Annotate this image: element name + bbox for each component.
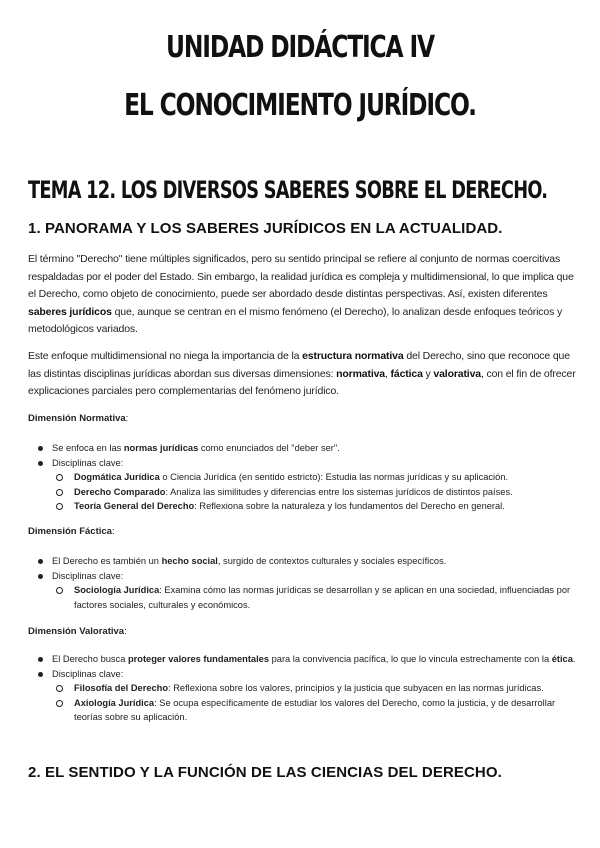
sublist-item-bold: Teoría General del Derecho <box>74 501 195 511</box>
paragraph-2-bold-d: normativa <box>336 367 385 380</box>
list-item <box>28 667 578 725</box>
topic-heading: TEMA 12. LOS DIVERSOS SABERES SOBRE EL DERECHO. <box>28 176 548 204</box>
list-item-text: , surgido de contextos culturales y sociales específicos. <box>217 556 447 566</box>
sublist-item-text: : Reflexiona sobre la naturaleza y los fundamentos del Derecho en general. <box>194 501 505 511</box>
paragraph-2-text-g: y <box>422 367 434 380</box>
dimension-normativa-label: Dimensión Normativa <box>28 413 126 424</box>
dimension-factica-colon: : <box>111 526 115 537</box>
unit-title: UNIDAD DIDÁCTICA IV <box>166 30 434 65</box>
sublist-item-text: : Analiza las similitudes y diferencias entre los sistemas jurídicos de distintos países. <box>165 486 513 497</box>
unit-subtitle: EL CONOCIMIENTO JURÍDICO. <box>124 88 476 123</box>
list-item <box>28 441 578 456</box>
dimension-normativa-colon: : <box>125 413 129 424</box>
sublist-item <box>52 681 578 696</box>
sublist-item <box>52 470 578 485</box>
sublist-item-text: o Ciencia Jurídica (en sentido estricto): Estudia las normas jurídicas y su aplicación. <box>159 472 509 482</box>
paragraph-1-text-c: que, aunque se centran en el mismo fenómeno (el Derecho), lo analizan desde enfoques teóricos y metodológicos variados. <box>28 305 563 335</box>
paragraph-2-bold-h: valorativa <box>433 367 481 380</box>
list-item-bold: proteger valores fundamentales <box>127 654 270 664</box>
dimension-factica-title <box>28 526 115 537</box>
section-heading-2: 2. EL SENTIDO Y LA FUNCIÓN DE LAS CIENCIAS DEL DERECHO. <box>28 764 502 781</box>
dimension-normativa-list <box>28 441 578 514</box>
sublist <box>52 681 578 725</box>
dimension-valorativa-label: Dimensión Valorativa <box>28 626 125 637</box>
sublist <box>52 583 578 612</box>
paragraph-2 <box>28 348 576 401</box>
dimension-factica-list <box>28 554 578 612</box>
sublist-item <box>52 499 578 514</box>
sublist-item <box>52 583 578 612</box>
paragraph-2-bold-f: fáctica <box>390 367 423 380</box>
dimension-factica-label: Dimensión Fáctica <box>28 526 112 537</box>
list-item <box>28 652 578 667</box>
sublist-item-bold: Derecho Comparado <box>74 486 166 497</box>
sublist-item-bold: Sociología Jurídica <box>74 585 160 595</box>
list-item <box>28 569 578 613</box>
sublist-item-text: : Examina cómo las normas jurídicas se desarrollan y se aplican en una sociedad, influenciadas por factores sociales, culturales y económicos. <box>74 585 571 610</box>
list-item-text: Disciplinas clave: <box>52 457 124 468</box>
list-item-text: como enunciados del "deber ser". <box>198 443 340 453</box>
paragraph-2-text-a: Este enfoque multidimensional no niega la importancia de la <box>28 350 303 362</box>
list-item-text: para la convivencia pacífica, lo que lo vincula estrechamente con la <box>269 654 552 664</box>
dimension-normativa-title <box>28 413 128 424</box>
dimension-valorativa-colon: : <box>124 626 127 637</box>
sublist-item-bold: Filosofía del Derecho <box>74 683 169 693</box>
list-item-text: Disciplinas clave: <box>52 668 124 679</box>
list-item-text: El Derecho busca <box>52 654 128 664</box>
paragraph-2-text-e: , <box>385 367 391 380</box>
dimension-valorativa-list <box>28 652 578 725</box>
sublist <box>52 470 578 514</box>
list-item-text: El Derecho es también un <box>52 556 162 566</box>
list-item-text: Disciplinas clave: <box>52 570 124 581</box>
list-item-text: . <box>572 654 576 664</box>
paragraph-2-text-c: del Derecho, sino que reconoce que las distintas disciplinas jurídicas abordan sus diversas dimensiones: <box>28 350 570 380</box>
sublist-item <box>52 696 578 725</box>
dimension-valorativa-title <box>28 626 127 637</box>
sublist-item-bold: Axiología Jurídica <box>74 697 155 708</box>
paragraph-2-bold-b: estructura normativa <box>302 350 404 362</box>
sublist-item-bold: Dogmática Jurídica <box>74 472 160 482</box>
paragraph-1-bold: saberes jurídicos <box>28 305 112 318</box>
sublist-item-text: : Se ocupa específicamente de estudiar los valores del Derecho, como la justicia, y de desarrollar teorías sobre su aplicación. <box>74 697 556 722</box>
section-heading-1: 1. PANORAMA Y LOS SABERES JURÍDICOS EN LA ACTUALIDAD. <box>28 220 503 237</box>
list-item-text: Se enfoca en las <box>52 443 124 453</box>
paragraph-1 <box>28 251 576 339</box>
list-item-bold: normas jurídicas <box>123 443 199 453</box>
sublist-item-text: : Reflexiona sobre los valores, principios y la justicia que subyacen en las normas jurídicas. <box>168 683 544 693</box>
list-item <box>28 456 578 514</box>
list-item-bold: ética <box>551 654 573 664</box>
list-item <box>28 554 578 569</box>
list-item-bold: hecho social <box>161 556 218 566</box>
paragraph-2-text-i: , con el fin de ofrecer explicaciones parciales pero complementarias del fenómeno jurídico. <box>28 367 576 397</box>
sublist-item <box>52 485 578 500</box>
paragraph-1-text-a: El término "Derecho" tiene múltiples significados, pero su sentido principal se refiere al conjunto de normas coercitivas respaldadas por el poder del Estado. Sin embargo, la realidad jurídica es compleja y multidimensional, lo que implica que el Derecho, como objeto de conocimiento, puede ser abordado desde distintas perspectivas. Así, existen diferentes <box>28 253 574 300</box>
